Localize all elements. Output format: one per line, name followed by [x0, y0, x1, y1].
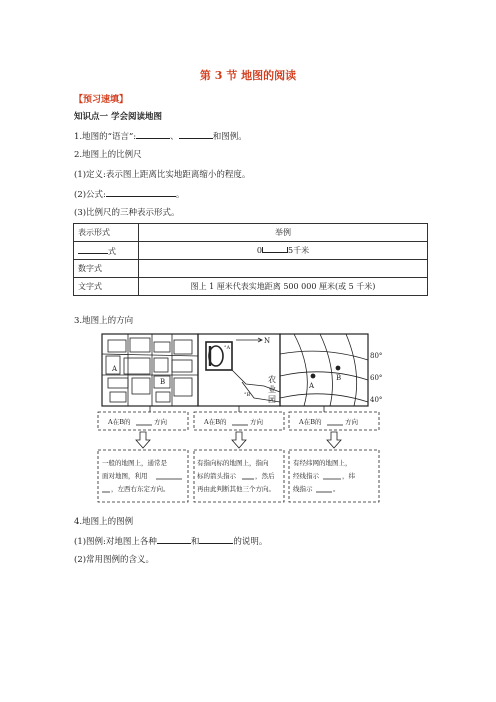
point-a-marker [311, 374, 315, 378]
box2-line3: 再由此判断其他三个方向。 [197, 485, 275, 493]
box3-line1: 有经纬网的地图上， [293, 459, 352, 467]
answer-blank[interactable] [199, 534, 233, 544]
table-header-example: 举例 [139, 224, 428, 242]
box3-line2b: ，纬 [342, 472, 355, 480]
preview-tag: 【预习速填】 [74, 95, 129, 105]
box3-line3: 线指示 [293, 485, 313, 493]
question-3: 3.地图上的方向 [74, 316, 134, 326]
box3-line2: 经线指示 [293, 472, 319, 480]
table-cell-example [139, 242, 428, 260]
farm-label-1: 农 [268, 375, 276, 384]
down-arrow-icons [136, 432, 341, 448]
box1-line2: 面对地图，利用 [102, 472, 148, 480]
box2-line2b: ，然后 [255, 472, 275, 480]
point-b-marker [336, 366, 340, 370]
table-row [74, 242, 428, 260]
question-2: 2.地图上的比例尺 [74, 150, 142, 160]
latitude-60-label: 60° [370, 374, 383, 382]
farm-label-3: 园 [268, 395, 276, 404]
city-map-panel [102, 334, 198, 406]
scale-bar-icon [262, 247, 288, 253]
question-1 [74, 129, 247, 142]
box1-line3: ，左西右东定方向。 [111, 485, 170, 493]
page-title: 第 3 节 地图的阅读 [199, 69, 297, 82]
table-row [74, 278, 428, 296]
direction-question-boxes [98, 412, 379, 430]
answer-blank[interactable] [179, 129, 213, 139]
box2-line2: 标的箭头指示 [197, 472, 236, 480]
scale-bar-start: 0 [256, 246, 262, 255]
graticule-map-panel [280, 334, 382, 406]
point-b-label: B [160, 378, 166, 386]
table-cell-form: 文字式 [74, 278, 139, 296]
question-1-prefix: 1.地图的“语言”: [74, 132, 137, 142]
connector-lines [150, 406, 324, 412]
question-1-suffix: 和图例。 [212, 132, 247, 142]
latitude-40-label: 40° [370, 396, 383, 404]
box3-head-b: 方向 [345, 418, 358, 426]
north-label: N [264, 337, 271, 345]
graticule-a-label: A [309, 382, 315, 390]
question-2b-suffix: 。 [175, 190, 185, 200]
question-4a-prefix: (1)图例:对地图上各种 [74, 537, 157, 547]
box2-head-b: 方向 [250, 418, 263, 426]
question-4a-mid: 和 [190, 537, 200, 547]
box1-line1: 一般的地图上，通常是 [102, 459, 167, 467]
question-2c: (3)比例尺的三种表示形式。 [74, 208, 180, 218]
answer-blank[interactable] [136, 129, 170, 139]
box1-head-b: 方向 [154, 418, 167, 426]
latitude-80-label: 80° [370, 352, 383, 360]
question-2b [74, 187, 184, 200]
box3-line3b: 。 [333, 485, 340, 493]
table-row [74, 224, 428, 242]
compass-b-label: °B [244, 392, 251, 398]
point-a-label: A [112, 365, 118, 373]
answer-blank[interactable] [106, 187, 176, 197]
graphic-form-suffix: 式 [108, 247, 116, 256]
compass-a-label: °A [224, 345, 231, 351]
question-1-sep: 、 [170, 132, 179, 142]
question-2a: (1)定义:表示图上距离比实地距离缩小的程度。 [74, 170, 251, 180]
map-direction-figure [94, 332, 384, 504]
table-cell-form: 数字式 [74, 260, 139, 278]
scale-forms-table [73, 223, 428, 296]
table-cell-example: 图上 1 厘米代表实地距离 500 000 厘米(或 5 千米) [139, 278, 428, 296]
question-4a [74, 534, 267, 547]
table-row [74, 260, 428, 278]
explanation-boxes [98, 450, 379, 502]
question-4: 4.地图上的图例 [74, 517, 134, 527]
question-4a-suffix: 的说明。 [233, 537, 268, 547]
box2-head-a: A在B的 [204, 418, 227, 426]
farm-label-2: 业 [268, 385, 276, 394]
question-2b-prefix: (2)公式: [74, 190, 106, 200]
box2-line1: 有指向标的地图上，指向 [197, 459, 269, 467]
scale-bar-end: 5千米 [288, 246, 310, 255]
compass-map-panel [198, 334, 280, 406]
table-cell-form [74, 242, 139, 260]
answer-blank[interactable] [78, 244, 108, 254]
graticule-b-label: B [336, 374, 342, 382]
question-4b: (2)常用图例的含义。 [74, 555, 155, 565]
answer-blank[interactable] [157, 534, 191, 544]
table-cell-example [139, 260, 428, 278]
table-header-form: 表示形式 [74, 224, 139, 242]
box1-head-a: A在B的 [108, 418, 131, 426]
box3-head-a: A在B的 [299, 418, 322, 426]
knowledge-point-heading: 知识点一 学会阅读地图 [74, 112, 162, 122]
